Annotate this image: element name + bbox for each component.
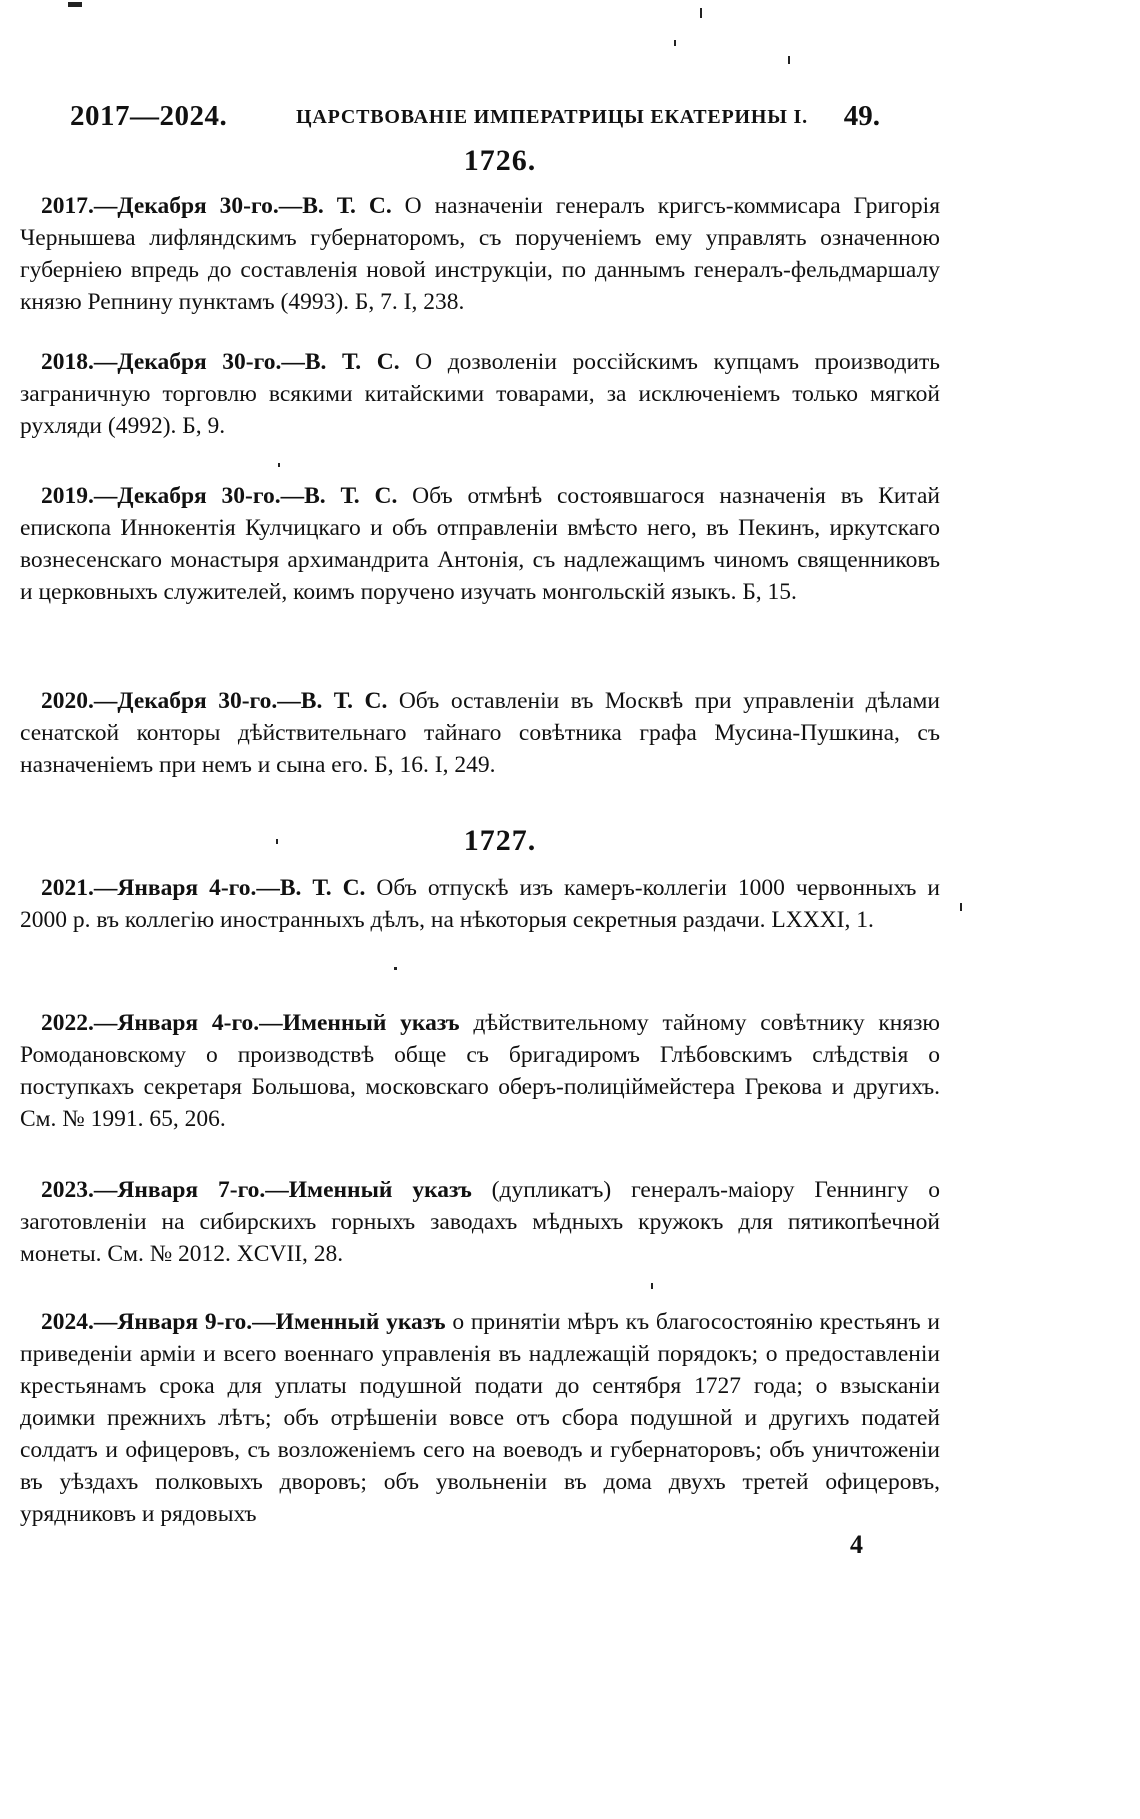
entry-text: Объ оставленіи въ Москвѣ при управленіи дѣлами сенатской конторы дѣйствительнаго тайнаго совѣтника графа Мусина-Пушкина, съ назначеніемъ при немъ и сына его. Б, 16. I, 249. — [20, 688, 941, 778]
entry-source: В. Т. С. — [279, 875, 366, 901]
entry-number: 2018. — [41, 349, 94, 375]
entry-source: Именный указъ — [275, 1309, 446, 1335]
entry-source: В. Т. С. — [304, 349, 400, 375]
scan-speck — [276, 839, 278, 844]
entry-date: —Декабря 30-го.— — [93, 483, 305, 509]
entry-number: 2019. — [41, 483, 94, 509]
entry-text: дѣйствительному тайному совѣтнику князю Ромодановскому о производствѣ обще съ бригадиромъ Глѣбовскимъ слѣдствія о поступкахъ секретаря Большова, московскаго оберъ-полицiймейстера Грекова и другихъ. См. № 1991. 65, 206. — [20, 1010, 940, 1132]
year-heading-1726: 1726. — [463, 144, 537, 177]
header-title: ЦАРСТВОВАНІЕ ИМПЕРАТРИЦЫ ЕКАТЕРИНЫ I. — [296, 106, 808, 128]
scan-speck — [394, 967, 397, 970]
header-page-number: 49. — [843, 100, 880, 132]
entry-text: (дупликатъ) генералъ-маіору Геннингу о заготовленіи на сибирскихъ горныхъ заводахъ мѣдныхъ кружокъ для пятикопѣечной монеты. См. № 2012. XCVII, 28. — [20, 1177, 940, 1267]
scan-speck — [674, 40, 676, 46]
entry-source: В. Т. С. — [300, 688, 388, 714]
entry-number: 2017. — [41, 193, 94, 219]
scan-speck — [960, 903, 962, 911]
entry-number: 2021. — [41, 875, 94, 901]
entry-2022 — [20, 1007, 940, 1135]
header-entry-range: 2017—2024. — [70, 100, 228, 132]
scan-speck — [651, 1283, 653, 1289]
entry-2020 — [20, 685, 940, 781]
entry-text: Объ отпускѣ изъ камеръ-коллегіи 1000 червонныхъ и 2000 р. въ коллегію иностранныхъ дѣлъ, на нѣкоторыя секретныя раздачи. LXXXI, 1. — [20, 875, 940, 933]
running-header — [70, 100, 880, 140]
entry-number: 2023. — [41, 1177, 94, 1203]
scan-speck — [68, 2, 82, 7]
entry-text: о принятіи мѣръ къ благосостоянію крестьянъ и приведеніи арміи и всего военнаго управленія въ надлежащій порядокъ; о предоставленіи крестьянамъ срока для уплаты подушной подати до сентября 1727 года; о взысканіи доимки прежнихъ лѣтъ; объ отрѣшеніи вовсе отъ сбора подушной и другихъ податей солдатъ и офицеровъ, съ возложеніемъ сего на воеводъ и губернаторовъ; объ уничтоженіи въ уѣздахъ полковыхъ дворовъ; объ увольненіи въ дома двухъ третей офицеровъ, урядниковъ и рядовыхъ — [20, 1309, 940, 1527]
entry-number: 2024. — [41, 1309, 94, 1335]
entry-date: —Декабря 30-го.— — [93, 193, 303, 219]
entry-2018 — [20, 346, 940, 442]
entry-number: 2020. — [41, 688, 94, 714]
entry-source: В. Т. С. — [304, 483, 398, 509]
signature-mark: 4 — [850, 1530, 863, 1559]
scan-speck — [788, 56, 790, 64]
entry-2021 — [20, 872, 940, 936]
entry-date: —Января 7-го.— — [93, 1177, 289, 1203]
entry-2019 — [20, 480, 940, 608]
entry-text: Объ отмѣнѣ состоявшагося назначенія въ Китай епископа Иннокентія Кулчицкаго и объ отправленіи вмѣсто него, въ Пекинъ, иркутскаго вознесенскаго монастыря архимандрита Антонія, съ надлежащимъ чиномъ священниковъ и церковныхъ служителей, коимъ поручено изучать монгольскій языкъ. Б, 15. — [20, 483, 940, 605]
entry-date: —Января 4-го.— — [93, 1010, 283, 1036]
scan-speck — [278, 463, 280, 467]
entry-2023 — [20, 1174, 940, 1270]
entry-number: 2022. — [41, 1010, 94, 1036]
entry-source: Именный указъ — [282, 1010, 460, 1036]
entry-date: —Декабря 30-го.— — [93, 688, 301, 714]
scan-speck — [700, 8, 702, 18]
entry-text: О назначеніи генералъ кригсъ-коммисара Григорія Чернышева лифляндскимъ губернаторомъ, съ порученіемъ ему управлять означенною губерніею впредь до составленія новой инструкціи, по даннымъ генералъ-фельдмаршалу князю Репнину пунктамъ (4993). Б, 7. I, 238. — [20, 193, 941, 315]
entry-source: Именный указъ — [288, 1177, 472, 1203]
entry-2017 — [20, 190, 940, 318]
entry-2024 — [20, 1306, 940, 1530]
entry-source: В. Т. С. — [302, 193, 392, 219]
entry-text: О дозволеніи россійскимъ купцамъ производить заграничную торговлю всякими китайскими товарами, за исключеніемъ только мягкой рухляди (4992). Б, 9. — [20, 349, 941, 439]
year-heading-1727: 1727. — [463, 824, 537, 857]
entry-date: —Декабря 30-го.— — [93, 349, 305, 375]
entry-date: —Января 9-го.— — [93, 1309, 276, 1335]
entry-date: —Января 4-го.— — [93, 875, 280, 901]
